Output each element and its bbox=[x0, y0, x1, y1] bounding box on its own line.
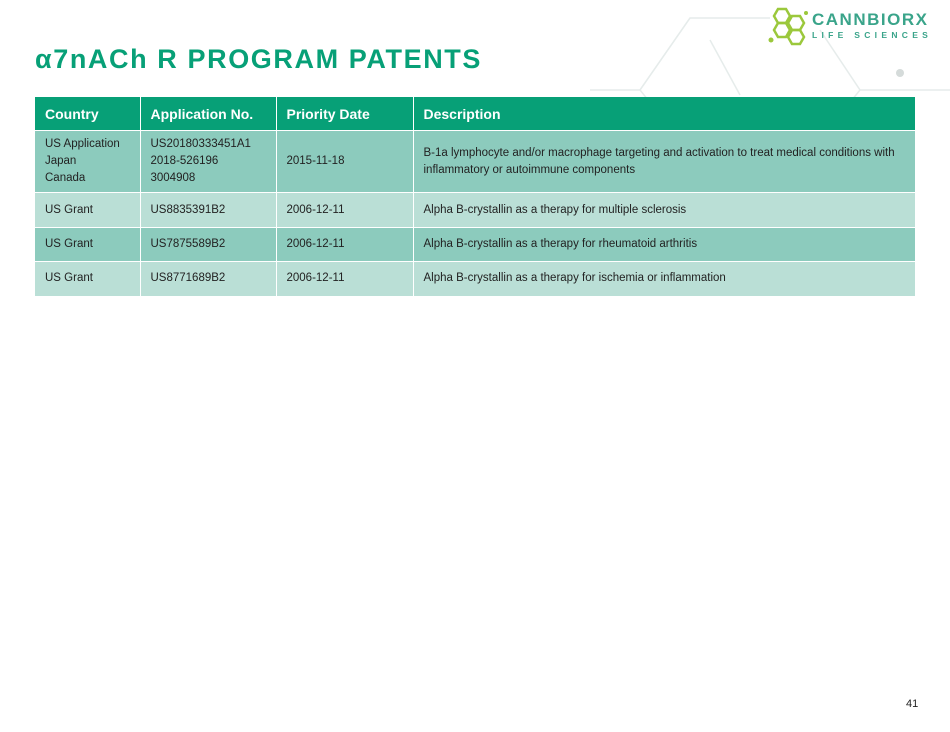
company-logo bbox=[766, 5, 933, 51]
hexagon-molecule-icon bbox=[766, 5, 810, 51]
priority-date-cell: 2006-12-11 bbox=[276, 262, 413, 296]
logo-wordmark: CANNBIORX bbox=[812, 10, 929, 29]
country-cell: US Grant bbox=[35, 193, 140, 228]
patents-table bbox=[35, 97, 915, 296]
description-cell: Alpha B-crystallin as a therapy for rheumatoid arthritis bbox=[413, 228, 915, 262]
table-row bbox=[35, 262, 915, 296]
column-header-priority-date: Priority Date bbox=[276, 97, 413, 131]
table-row bbox=[35, 228, 915, 262]
application-no-cell: US8771689B2 bbox=[140, 262, 276, 296]
description-cell: Alpha B-crystallin as a therapy for multiple sclerosis bbox=[413, 193, 915, 228]
column-header-description: Description bbox=[413, 97, 915, 131]
application-no-line: 2018-526196 bbox=[150, 155, 219, 167]
country-cell bbox=[35, 131, 140, 193]
priority-date-cell: 2006-12-11 bbox=[276, 228, 413, 262]
logo-tagline: LIFE SCIENCES bbox=[812, 30, 933, 40]
country-cell: US Grant bbox=[35, 262, 140, 296]
priority-date-cell: 2006-12-11 bbox=[276, 193, 413, 228]
column-header-country: Country bbox=[35, 97, 140, 131]
description-cell: Alpha B-crystallin as a therapy for ischemia or inflammation bbox=[413, 262, 915, 296]
table-header-row bbox=[35, 97, 915, 131]
application-no-line: 3004908 bbox=[150, 172, 196, 184]
country-cell: US Grant bbox=[35, 228, 140, 262]
application-no-line: US20180333451A1 bbox=[150, 138, 251, 150]
page-title: α7nACh R PROGRAM PATENTS bbox=[35, 44, 482, 74]
application-no-cell: US8835391B2 bbox=[140, 193, 276, 228]
application-no-cell bbox=[140, 131, 276, 193]
column-header-application-no: Application No. bbox=[140, 97, 276, 131]
application-no-cell: US7875589B2 bbox=[140, 228, 276, 262]
description-cell: B-1a lymphocyte and/or macrophage targeting and activation to treat medical conditions with inflammatory or autoimmune components bbox=[413, 131, 915, 193]
priority-date-cell: 2015-11-18 bbox=[276, 131, 413, 193]
country-line: Japan bbox=[45, 155, 77, 167]
country-line: US Application bbox=[45, 138, 120, 150]
country-line: Canada bbox=[45, 172, 86, 184]
page-number: 41 bbox=[906, 698, 919, 710]
table-row bbox=[35, 131, 915, 193]
decorative-dot bbox=[896, 69, 904, 77]
table-row bbox=[35, 193, 915, 228]
